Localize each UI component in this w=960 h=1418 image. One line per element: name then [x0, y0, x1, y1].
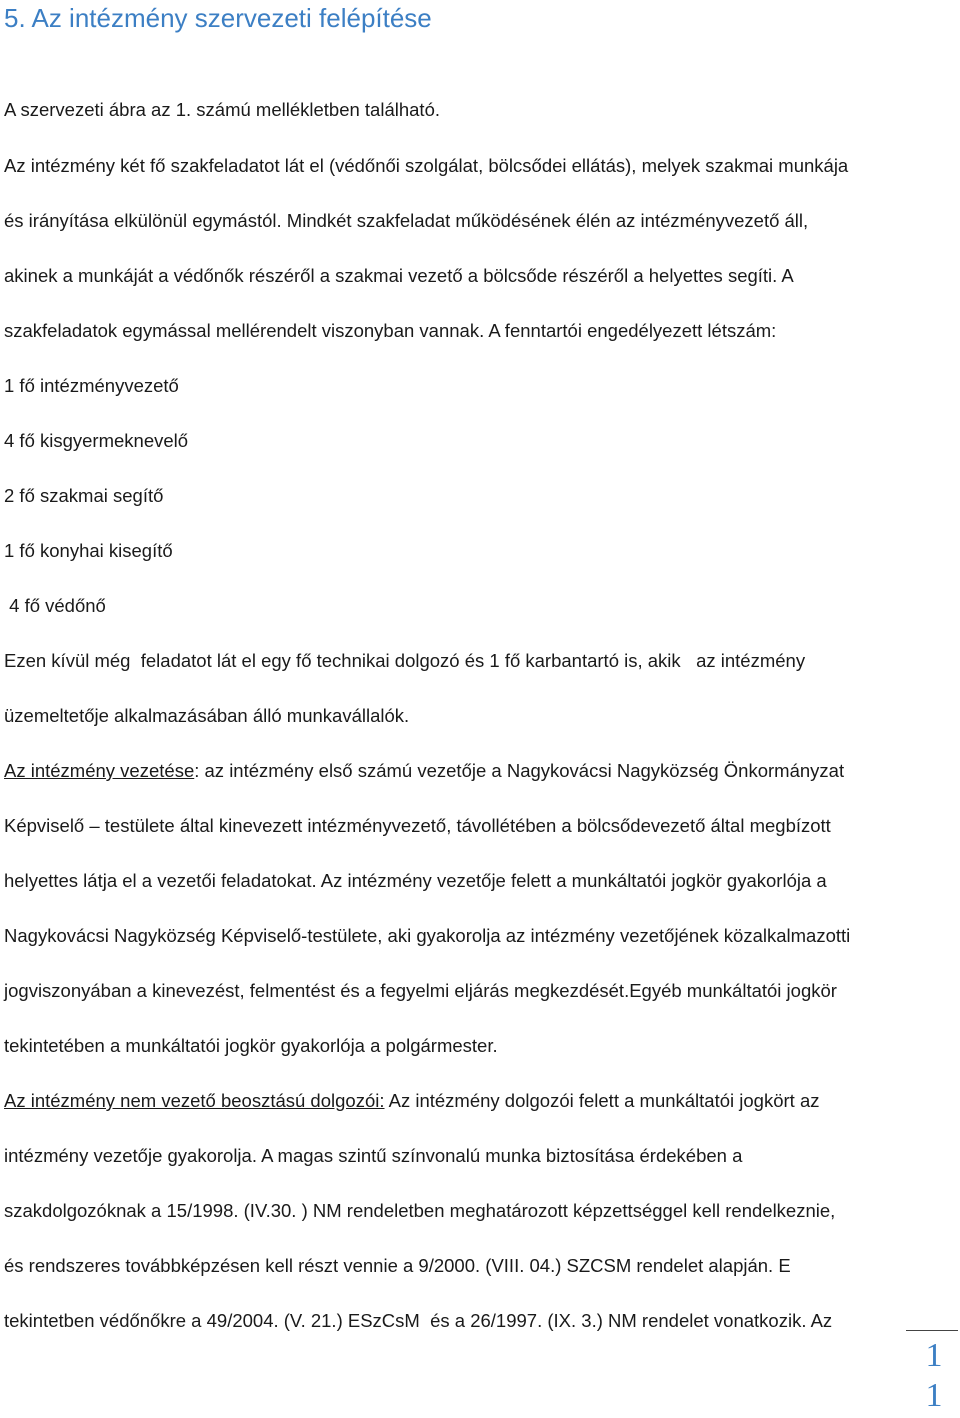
- management-line-2: Képviselő – testülete által kinevezett intézményvezető, távollétében a bölcsődevezető által megbízott: [4, 815, 831, 836]
- management-line-3: helyettes látja el a vezetői feladatokat. Az intézmény vezetője felett a munkáltatói jogkör gyakorlója a: [4, 870, 827, 891]
- page-number-digit: 1: [925, 1377, 943, 1414]
- staff-rules-line-1-rest: Az intézmény dolgozói felett a munkáltatói jogkört az: [384, 1090, 820, 1111]
- tasks-line-3: akinek a munkáját a védőnők részéről a szakmai vezető a bölcsőde részéről a helyettes segíti. A: [4, 265, 794, 286]
- management-line-6: tekintetében a munkáltatói jogkör gyakorlója a polgármester.: [4, 1035, 498, 1056]
- tasks-line-2a: és irányítása elkülönül egymástól.: [4, 210, 282, 231]
- section-heading: 5. Az intézmény szervezeti felépítése: [4, 3, 432, 33]
- staff-rules-paragraph: [4, 1073, 944, 1348]
- page-number-rule: [906, 1330, 958, 1331]
- management-paragraph: [4, 743, 944, 1073]
- page-number: [916, 1336, 952, 1416]
- management-line-4: Nagykovácsi Nagyközség Képviselő-testülete, aki gyakorolja az intézmény vezetőjének közalkalmazotti: [4, 925, 851, 946]
- extra-staff-line-2: üzemeltetője alkalmazásában álló munkavállalók.: [4, 705, 410, 726]
- staff-list: [4, 358, 944, 633]
- staff-item: 4 fő kisgyermeknevelő: [4, 430, 189, 451]
- page-number-digit: 1: [925, 1337, 943, 1374]
- extra-staff-paragraph: [4, 633, 944, 743]
- staff-rules-line-5: tekintetben védőnőkre a 49/2004. (V. 21.) ESzCsM és a 26/1997. (IX. 3.) NM rendelet vonatkozik. Az: [4, 1310, 833, 1331]
- staff-rules-line-2: intézmény vezetője gyakorolja. A magas szintű színvonalú munka biztosítása érdekében a: [4, 1145, 743, 1166]
- staff-item: 2 fő szakmai segítő: [4, 485, 164, 506]
- management-label: Az intézmény vezetése: [4, 760, 195, 781]
- staff-rules-line-1: [4, 1073, 944, 1128]
- tasks-paragraph: [4, 138, 944, 358]
- tasks-line-2b: Mindkét szakfeladat működésének élén az intézményvezető áll,: [281, 210, 809, 231]
- staff-item: 4 fő védőnő: [4, 595, 106, 616]
- management-line-5: jogviszonyában a kinevezést, felmentést és a fegyelmi eljárás megkezdését.Egyéb munkáltatói jogkör: [4, 980, 837, 1001]
- extra-staff-line-1: Ezen kívül még feladatot lát el egy fő technikai dolgozó és 1 fő karbantartó is, akik az intézmény: [4, 650, 806, 671]
- staff-item: 1 fő konyhai kisegítő: [4, 540, 173, 561]
- management-line-1: [4, 743, 944, 798]
- intro-line: A szervezeti ábra az 1. számú mellékletben található.: [4, 99, 441, 120]
- staff-rules-label: Az intézmény nem vezető beosztású dolgozói:: [4, 1090, 385, 1111]
- tasks-line-1: Az intézmény két fő szakfeladatot lát el (védőnői szolgálat, bölcsődei ellátás), melyek szakmai munkája: [4, 155, 849, 176]
- intro-paragraph: [4, 82, 944, 137]
- staff-item: 1 fő intézményvezető: [4, 375, 179, 396]
- tasks-line-4: szakfeladatok egymással mellérendelt viszonyban vannak. A fenntartói engedélyezett létszám:: [4, 320, 777, 341]
- staff-rules-line-3: szakdolgozóknak a 15/1998. (IV.30. ) NM rendeletben meghatározott képzettséggel kell rendelkeznie,: [4, 1200, 836, 1221]
- tasks-line-2: [4, 193, 944, 248]
- staff-rules-line-4: és rendszeres továbbképzésen kell részt vennie a 9/2000. (VIII. 04.) SZCSM rendelet alapján. E: [4, 1255, 791, 1276]
- management-line-1-rest: : az intézmény első számú vezetője a Nagykovácsi Nagyközség Önkormányzat: [194, 760, 845, 781]
